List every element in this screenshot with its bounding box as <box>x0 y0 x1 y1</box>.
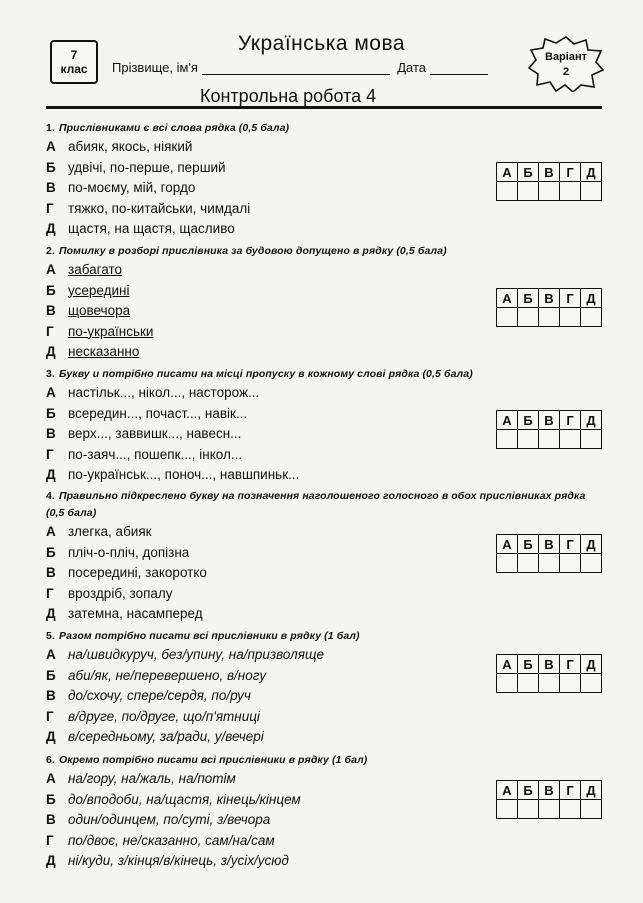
answer-grid-6 <box>496 780 602 819</box>
option-text: удвічі, по-перше, перший <box>68 159 226 175</box>
option-text: усередині <box>68 282 130 298</box>
answer-cell[interactable] <box>497 674 518 693</box>
option-letter: В <box>46 812 56 827</box>
question-text: Окремо потрібно писати всі прислівники в рядку (1 бал) <box>58 754 368 766</box>
page-title: Українська мова <box>237 32 406 55</box>
answer-header: Д <box>581 163 602 182</box>
option-d[interactable] <box>46 851 606 872</box>
option-letter: А <box>46 262 56 277</box>
option-text: абияк, якось, ніякий <box>68 139 193 154</box>
option-letter: Д <box>46 221 56 236</box>
option-g[interactable] <box>46 831 606 852</box>
question-text: Прислівниками є всі слова рядка (0,5 бала) <box>58 122 290 134</box>
date-label: Дата <box>397 60 426 75</box>
question-number: 6. <box>46 754 55 766</box>
name-label: Прізвище, ім'я <box>112 60 198 75</box>
option-letter: А <box>46 524 56 539</box>
answer-cell[interactable] <box>497 182 518 201</box>
answer-header: Г <box>560 655 581 674</box>
answer-cell[interactable] <box>581 182 602 201</box>
option-text: по-моєму, мій, гордо <box>68 180 196 195</box>
option-text: затемна, насамперед <box>68 606 203 621</box>
option-g[interactable] <box>46 707 606 728</box>
answer-grid-2 <box>496 288 602 327</box>
option-a[interactable] <box>46 260 606 281</box>
option-d[interactable] <box>46 604 606 625</box>
option-letter: Б <box>46 405 56 421</box>
option-letter: Г <box>46 585 54 601</box>
option-letter: Д <box>46 606 56 621</box>
answer-header: Б <box>518 411 539 430</box>
answer-cell[interactable] <box>560 308 581 327</box>
answer-header: Б <box>518 163 539 182</box>
option-letter: В <box>46 426 56 441</box>
option-letter: Г <box>46 200 54 216</box>
option-letter: В <box>46 565 56 580</box>
answer-header: В <box>539 163 560 182</box>
variant-number: 2 <box>562 66 570 78</box>
answer-cell[interactable] <box>539 182 560 201</box>
option-letter: Г <box>46 708 54 724</box>
option-d[interactable] <box>46 219 606 240</box>
answer-header: А <box>497 655 518 674</box>
question-number: 4. <box>46 490 55 502</box>
option-letter: Г <box>46 446 54 462</box>
answer-header: В <box>539 535 560 554</box>
option-text: до/вподоби, на/щастя, кінець/кінцем <box>68 791 301 807</box>
answer-cell[interactable] <box>581 674 602 693</box>
option-letter: А <box>46 647 56 662</box>
option-g[interactable] <box>46 584 606 605</box>
option-letter: Д <box>46 853 56 868</box>
option-text: злегка, абияк <box>68 524 152 539</box>
grade-number: 7 <box>70 48 78 62</box>
option-text: посередині, закоротко <box>68 565 207 580</box>
variant-badge <box>528 36 604 92</box>
answer-cell[interactable] <box>560 800 581 819</box>
answer-cell[interactable] <box>539 674 560 693</box>
answer-cell[interactable] <box>581 554 602 573</box>
answer-header: В <box>539 781 560 800</box>
option-text: забагато <box>68 262 123 277</box>
answer-cell[interactable] <box>581 430 602 449</box>
option-text: ні/куди, з/кінця/в/кінець, з/усіх/усюд <box>68 853 289 868</box>
option-text: настільк..., нікол..., насторож... <box>68 385 260 400</box>
question-text: Правильно підкреслено букву на позначення наголошеного голосного в обох прислівниках рядка (0,5 бала) <box>46 490 586 519</box>
answer-header: Б <box>518 655 539 674</box>
option-text: аби/як, не/перевершено, в/ногу <box>68 667 267 683</box>
answer-header: Г <box>560 535 581 554</box>
answer-header: Д <box>581 535 602 554</box>
question-text: Помилку в розборі прислівника за будовою допущено в рядку (0,5 бала) <box>58 245 447 257</box>
option-text: в/друге, по/друге, що/п'ятниці <box>68 708 260 724</box>
answer-header: В <box>539 411 560 430</box>
answer-header: В <box>539 289 560 308</box>
answer-header: Д <box>581 289 602 308</box>
option-letter: В <box>46 688 56 703</box>
option-letter: Б <box>46 544 56 560</box>
option-d[interactable] <box>46 342 606 363</box>
option-letter: А <box>46 385 56 400</box>
option-text: на/гору, на/жаль, на/потім <box>68 771 236 786</box>
option-text: по-українськ..., поноч..., навшпиньк... <box>68 467 300 482</box>
answer-cell[interactable] <box>497 554 518 573</box>
answer-cell[interactable] <box>518 800 539 819</box>
name-field[interactable] <box>202 62 390 75</box>
answer-cell[interactable] <box>560 554 581 573</box>
option-text: один/одинцем, по/суті, з/вечора <box>68 812 271 827</box>
question-number: 5. <box>46 630 55 642</box>
option-text: всередин..., почаст..., навік... <box>68 405 248 421</box>
option-text: несказанно <box>68 344 140 359</box>
answer-header: В <box>539 655 560 674</box>
option-letter: Г <box>46 832 54 848</box>
option-text: по/двоє, не/сказанно, сам/на/сам <box>68 832 275 848</box>
answer-grid-5 <box>496 654 602 693</box>
option-letter: Д <box>46 729 56 744</box>
answer-cell[interactable] <box>518 430 539 449</box>
answer-grid-3 <box>496 410 602 449</box>
option-g[interactable] <box>46 199 606 220</box>
answer-grid-1 <box>496 162 602 201</box>
question-text: Букву и потрібно писати на місці пропуску в кожному слові рядка (0,5 бала) <box>58 368 473 380</box>
option-text: пліч-о-пліч, допізна <box>68 544 190 560</box>
answer-header: А <box>497 163 518 182</box>
answer-cell[interactable] <box>497 430 518 449</box>
option-text: щовечора <box>68 303 131 318</box>
option-text: по-українськи <box>68 323 154 339</box>
answer-cell[interactable] <box>581 800 602 819</box>
answer-grid-4 <box>496 534 602 573</box>
answer-header: Д <box>581 411 602 430</box>
answer-cell[interactable] <box>560 430 581 449</box>
answer-header: Г <box>560 781 581 800</box>
option-text: по-заяч..., пошепк..., інкол... <box>68 446 243 462</box>
option-letter: А <box>46 771 56 786</box>
option-letter: Б <box>46 667 56 683</box>
option-a[interactable] <box>46 137 606 158</box>
answer-cell[interactable] <box>518 554 539 573</box>
answer-cell[interactable] <box>560 182 581 201</box>
option-text: до/схочу, спере/сердя, по/руч <box>68 688 251 703</box>
date-field[interactable] <box>430 62 488 75</box>
header-divider <box>46 106 602 109</box>
option-text: на/швидкуруч, без/упину, на/призволяще <box>68 647 324 662</box>
answer-header: А <box>497 781 518 800</box>
answer-header: Д <box>581 781 602 800</box>
variant-label: Варіант <box>545 51 587 63</box>
option-letter: Б <box>46 282 56 298</box>
answer-header: А <box>497 411 518 430</box>
answer-cell[interactable] <box>518 182 539 201</box>
option-text: тяжко, по-китайськи, чимдалі <box>68 200 251 216</box>
option-d[interactable] <box>46 465 606 486</box>
option-d[interactable] <box>46 727 606 748</box>
question-number: 2. <box>46 245 55 257</box>
page-subtitle: Контрольна робота 4 <box>200 86 377 106</box>
answer-cell[interactable] <box>518 308 539 327</box>
option-text: вроздріб, зопалу <box>68 585 173 601</box>
answer-header: Б <box>518 289 539 308</box>
option-text: в/середньому, за/ради, у/вечері <box>68 729 264 744</box>
answer-cell[interactable] <box>539 554 560 573</box>
answer-cell[interactable] <box>539 800 560 819</box>
answer-header: Б <box>518 535 539 554</box>
answer-header: Г <box>560 289 581 308</box>
option-letter: Г <box>46 323 54 339</box>
answer-cell[interactable] <box>560 674 581 693</box>
option-letter: В <box>46 303 56 318</box>
question-text: Разом потрібно писати всі прислівники в рядку (1 бал) <box>58 630 360 642</box>
answer-header: Д <box>581 655 602 674</box>
answer-cell[interactable] <box>497 308 518 327</box>
name-date-row <box>112 60 522 75</box>
option-text: щастя, на щастя, щасливо <box>68 221 235 236</box>
option-letter: А <box>46 139 56 154</box>
answer-header: Б <box>518 781 539 800</box>
option-letter: Б <box>46 791 56 807</box>
option-a[interactable] <box>46 383 606 404</box>
question-number: 1. <box>46 122 55 134</box>
answer-header: А <box>497 535 518 554</box>
option-letter: В <box>46 180 56 195</box>
answer-cell[interactable] <box>518 674 539 693</box>
question-number: 3. <box>46 368 55 380</box>
answer-cell[interactable] <box>497 800 518 819</box>
option-letter: Д <box>46 467 56 482</box>
option-letter: Д <box>46 344 56 359</box>
answer-header: Г <box>560 163 581 182</box>
answer-header: Г <box>560 411 581 430</box>
answer-cell[interactable] <box>539 430 560 449</box>
option-text: верх..., заввишк..., навесн... <box>68 426 242 441</box>
answer-header: А <box>497 289 518 308</box>
answer-cell[interactable] <box>539 308 560 327</box>
answer-cell[interactable] <box>581 308 602 327</box>
option-letter: Б <box>46 159 56 175</box>
grade-label: клас <box>60 62 88 76</box>
